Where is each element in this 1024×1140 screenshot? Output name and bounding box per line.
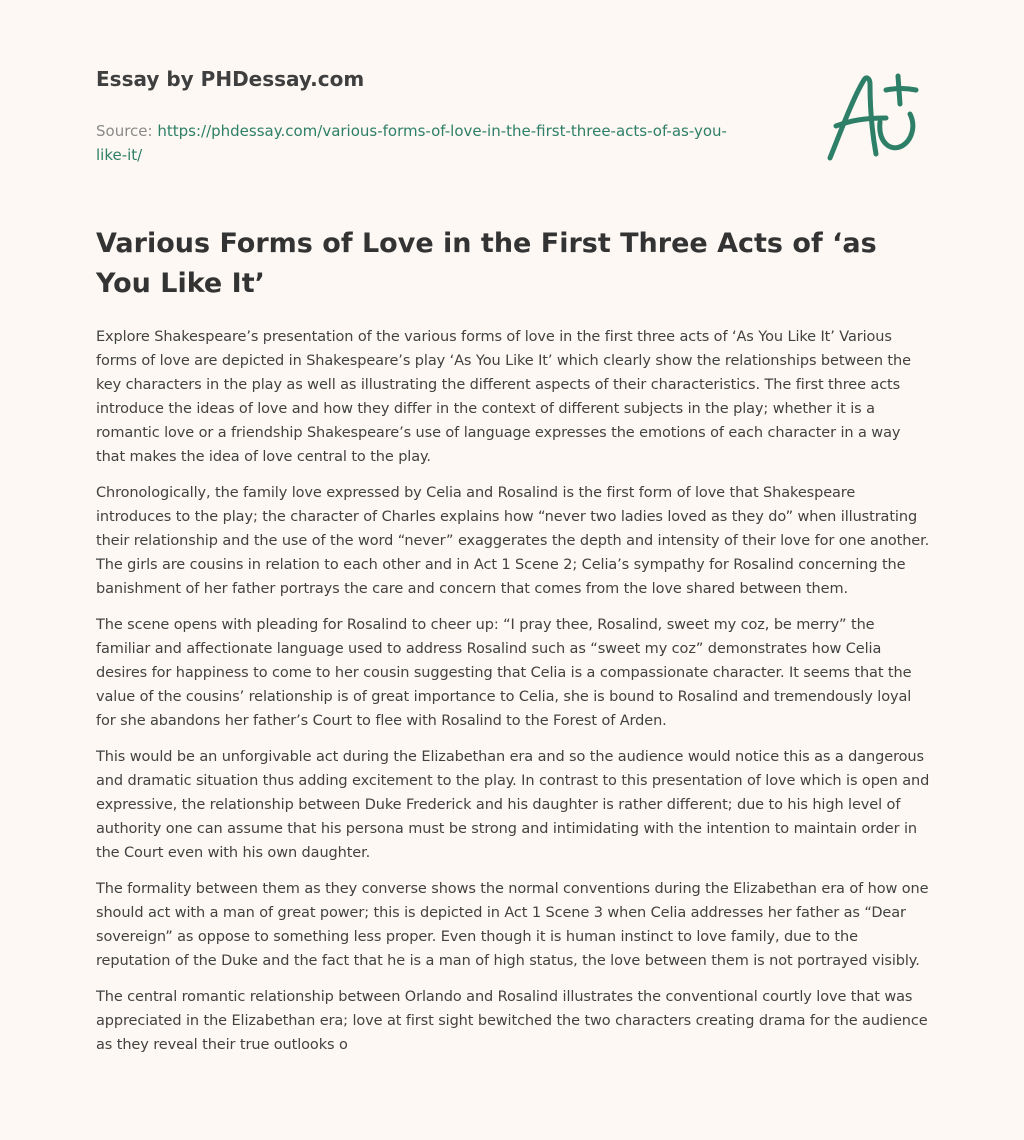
essay-paragraph: Chronologically, the family love expressed by Celia and Rosalind is the first form of love that Shakespeare introduces to the play; the character of Charles explains how “never two ladies loved as they do” when illustrating their relationship and the use of the word “never” exaggerates the depth and intensity of their love for one another. The girls are cousins in relation to each other and in Act 1 Scene 2; Celia’s sympathy for Rosalind concerning the banishment of her father portrays the care and concern that comes from the love shared between them. xyxy=(96,485,930,597)
essay-body xyxy=(96,325,930,1069)
source-link[interactable]: https://phdessay.com/various-forms-of-love-in-the-first-three-acts-of-as-you-like-it/ xyxy=(96,122,727,164)
a-plus-logo-icon xyxy=(820,66,930,166)
essay-paragraph: Explore Shakespeare’s presentation of the various forms of love in the first three acts of ‘As You Like It’ Various forms of love are depicted in Shakespeare’s play ‘As You Like It’ which clearly show the relationships between the key characters in the play as well as illustrating the different aspects of their characteristics. The first three acts introduce the ideas of love and how they differ in the context of different subjects in the play; whether it is a romantic love or a friendship Shakespeare’s use of language expresses the emotions of each character in a way that makes the idea of love central to the play. xyxy=(96,329,911,465)
essay-title: Various Forms of Love in the First Three Acts of ‘as You Like It’ xyxy=(96,228,877,299)
header xyxy=(96,66,746,167)
source-line xyxy=(96,119,746,167)
source-label: Source: xyxy=(96,122,153,140)
essay-paragraph: The formality between them as they converse shows the normal conventions during the Elizabethan era of how one should act with a man of great power; this is depicted in Act 1 Scene 3 when Celia addresses her father as “Dear sovereign” as oppose to something less proper. Even though it is human instinct to love family, due to the reputation of the Duke and the fact that he is a man of high status, the love between them is not portrayed visibly. xyxy=(96,881,929,969)
essay-paragraph: This would be an unforgivable act during the Elizabethan era and so the audience would notice this as a dangerous and dramatic situation thus adding excitement to the play. In contrast to this presentation of love which is open and expressive, the relationship between Duke Frederick and his daughter is rather different; due to his high level of authority one can assume that his persona must be strong and intimidating with the intention to maintain order in the Court even with his own daughter. xyxy=(96,749,930,861)
essay-paragraph: The scene opens with pleading for Rosalind to cheer up: “I pray thee, Rosalind, sweet my coz, be merry” the familiar and affectionate language used to address Rosalind such as “sweet my coz” demonstrates how Celia desires for happiness to come to her cousin suggesting that Celia is a compassionate character. It seems that the value of the cousins’ relationship is of great importance to Celia, she is bound to Rosalind and tremendously loyal for she abandons her father’s Court to flee with Rosalind to the Forest of Arden. xyxy=(96,617,912,729)
essay-paragraph: The central romantic relationship between Orlando and Rosalind illustrates the conventional courtly love that was appreciated in the Elizabethan era; love at first sight bewitched the two characters creating drama for the audience as they reveal their true outlooks o xyxy=(96,989,928,1053)
site-title: Essay by PHDessay.com xyxy=(96,67,365,91)
